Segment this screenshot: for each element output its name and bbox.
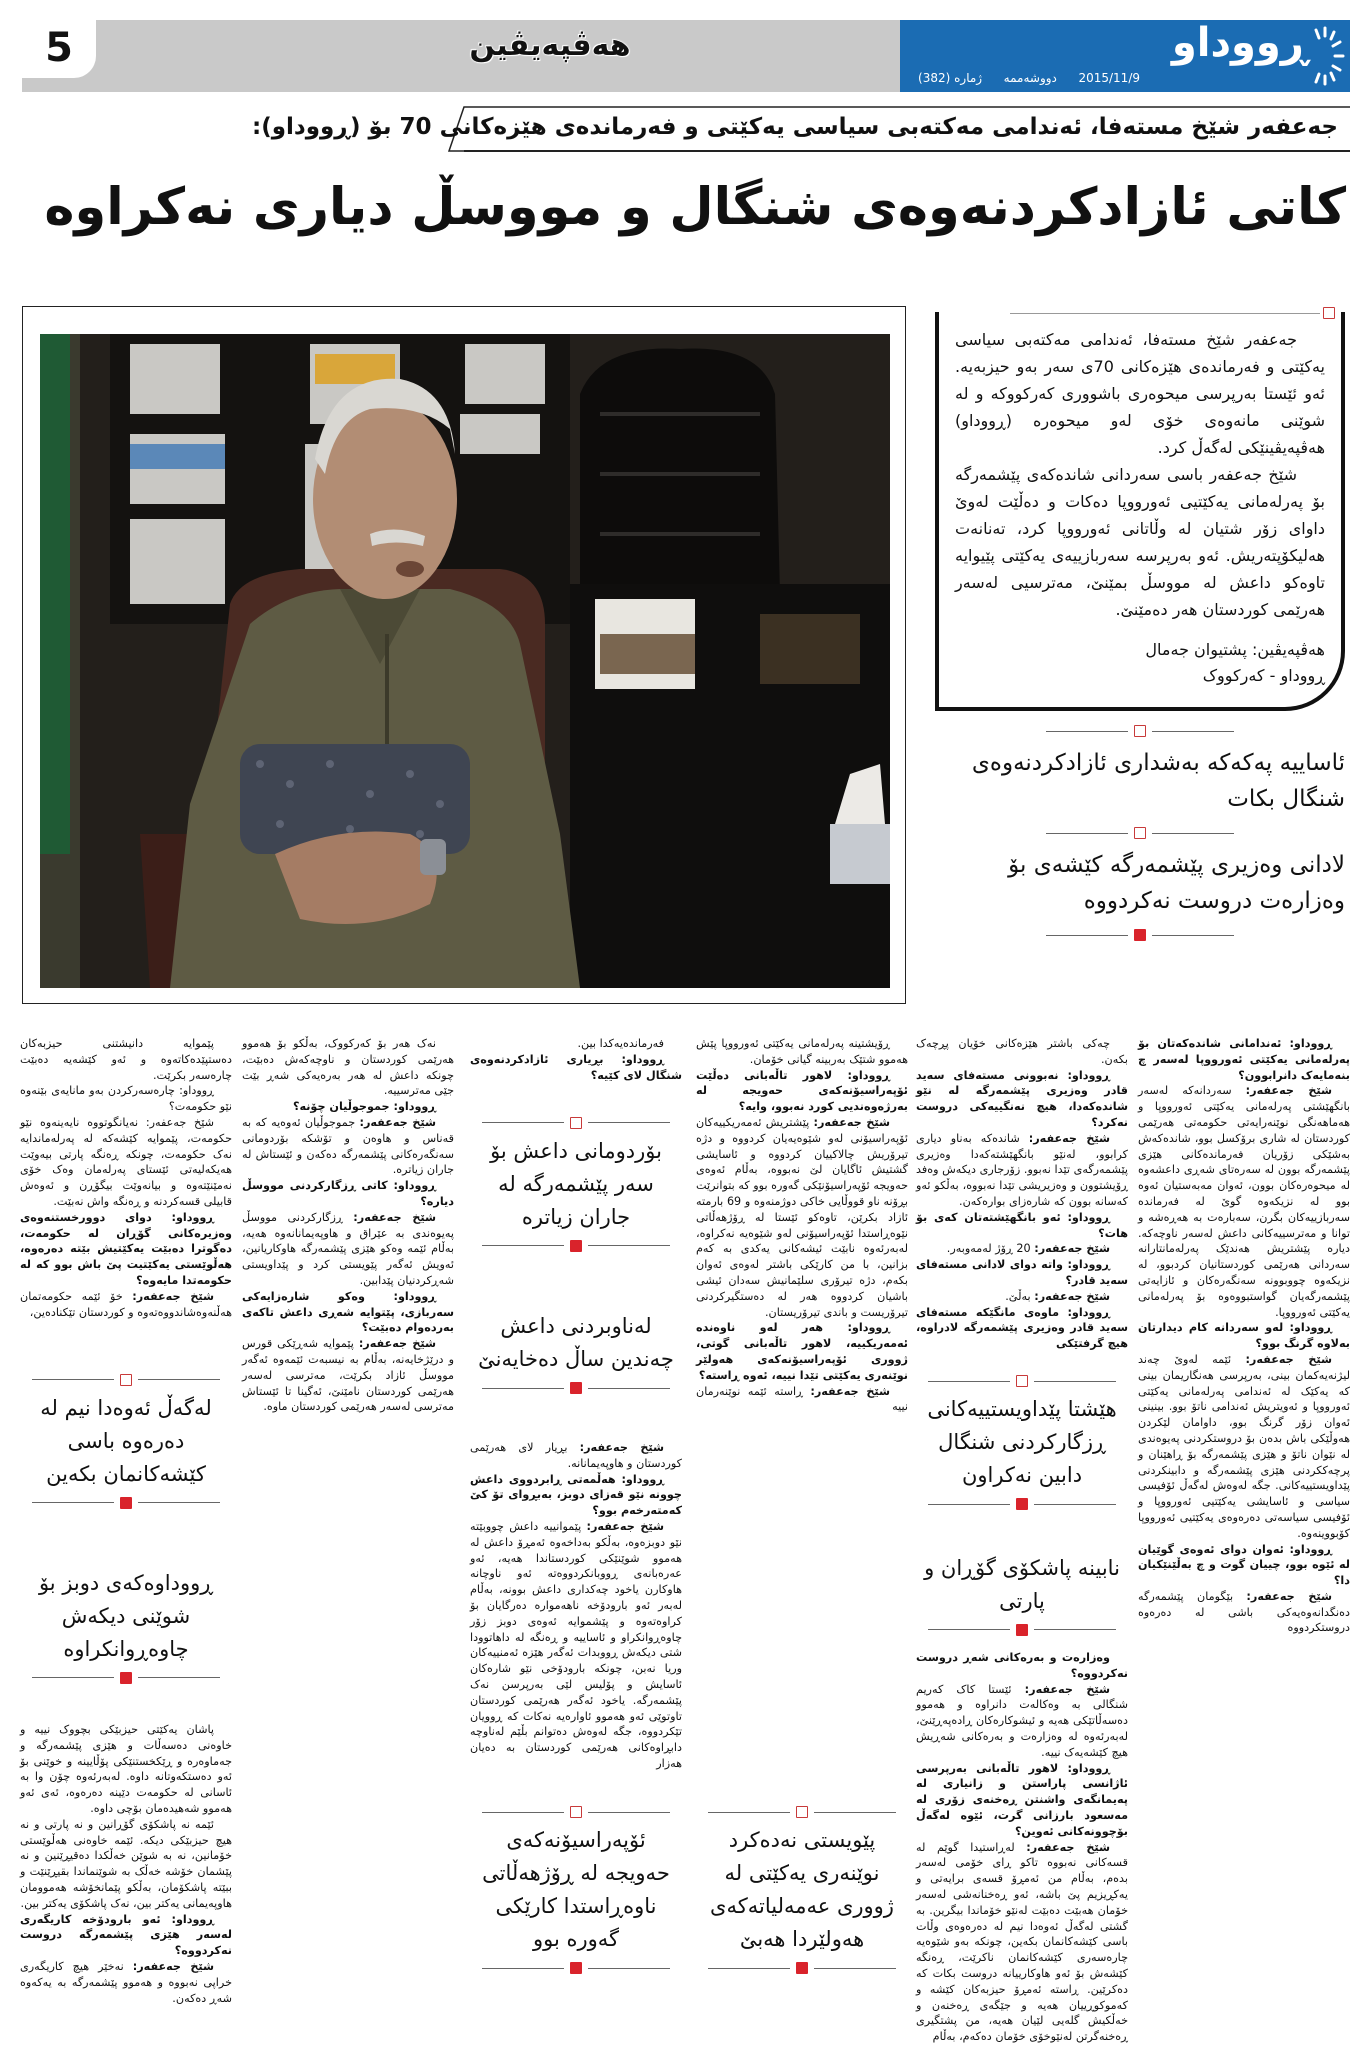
quote-divider: [696, 1804, 908, 1820]
paragraph: شێخ جەعفەر: نەیانگوتووە نایەینەوە نێو حکومەت، پێموایە کێشەکە لە پەرلەماندایە نەک حکومەت، چونکە ڕەنگە پارتی بیەوێت هەیکەلیەتی ئێستای پەرلەمان وەک خۆی نەمێنێتەوە و بیانەوێت بیگۆڕن و ئەوەش قابیلی قسەکردنە و ڕەنگە واش نەبێت.: [20, 1115, 232, 1208]
answer-text: پێموانییە داعش چووبێتە نێو دوبزەوە، بەڵکو بەداخەوە ئەمڕۆ داعش لە هەموو شوێنێکی کوردستاندا هەیە، ئەو عەرەبانەی ڕووبانکردووەتە ئەو ناوچانە هاوکارن یاخود چەکداری داعش بوونە، بەڵام لەبەر ئەو بارودۆخە ناهەموارە دەرگایان بۆ کراوەتەوە و پێشموایە ئەوەی دوبز زۆر چاوەڕوانکراو و ئاساییە و ڕەنگە لە داهاتوودا شتی دیکەش ڕووبدات ئەگەر هێزە ئەمنییەکان وریا نەبن، چونکە بارودۆخی نێو شارەکان ئاسایش و پۆلیس لێی بەرپرسن نەک پێشمەرگە. یاخود ئەگەر هەرێمی کوردستان تاوتوێی ئەو هەموو ئاوارەیە نەکات کە ڕوویان تێکردووە، جگە لەوەش دەتوانم بڵێم لەناوچە دابڕاوەکانی هەرێمی کوردستان بە دەیان هەزار: [470, 1519, 682, 1770]
pull-quote: ڕووداوەکەی دوبز بۆ شوێنی دیکەش چاوەڕوانکراوە: [38, 1570, 214, 1661]
paragraph: چەکی باشتر هێزەکانی خۆیان پڕچەک بکەن.: [916, 1037, 1128, 1066]
quote-divider: [935, 927, 1345, 943]
answer-text: شاندەکە بەناو دیاری کرابوو، لەنێو بانگهێشتەکەدا وەزیری پێشمەرگەی تێدا نەبوو. زۆرجاری دیکەش وەفد ڕۆیشتوون و وەزیریشی تێدا نەبووە، بەڵکو ئەو کەسانە بوون کە شارەزای بوارەکەن.: [916, 1131, 1128, 1208]
pull-quote-block: [20, 1528, 232, 1720]
speaker-label: شێخ جەعفەر:: [810, 1384, 890, 1398]
pull-quote: لەگەڵ ئەوەدا نیم لە دەرەوە باسی کێشەکانمان بکەین: [40, 1395, 212, 1486]
column-text: [20, 1722, 232, 2034]
interview-question: وەزارەت و بەرەکانی شەڕ دروست نەکردووە؟: [916, 1651, 1128, 1680]
pull-quote: ئاساییە پەکەکە بەشداری ئازادکردنەوەی شنگال بکات: [971, 750, 1345, 812]
interview-answer: [1138, 1083, 1350, 1320]
interview-question: ڕووداو: ئەندامانی شاندەکەتان بۆ پەرلەمانی یەکێتی ئەورووپا لەسەر چ بنەمایەک دانرابوون؟: [1138, 1037, 1350, 1082]
answer-text: ئێمە لەوێ چەند لیژنەیەکمان بینی، بەرپرسی هەنگاریمان بینی کە یەکێک لە ئەندامی پەرلەمانی یەکێتی ئەورووپا و ئەویتریش ئەندامی ناتۆ بوو. بینینی ئەوان زۆر گرنگ بوو، داوامان لێکردن هەوڵێکی باش بدەن بۆ دروستکردنی پەیوەندی لە نێوان ناتۆ و هێزی پێشمەرگە بۆ ڕاهێنان و پرچەککردنی هێزی پێشمەرگە و دابینکردنی پێداویستییەکانی. جگە لەوەش لەگەڵ ئۆفیسی سیاسی و ئاسایشی یەکێتیی ئەورووپا و ئۆفیسی سیاسەتی دەرەوەی یەکێتیی ئەورووپا کۆبووینەوە.: [1138, 1352, 1350, 1540]
issue-number: ژمارە (382): [918, 71, 983, 85]
pull-quote-block: [470, 1790, 682, 1990]
answer-text: نەخێر هیچ کاریگەری خراپی نەبووە و هەموو پێشمەرگە بە یەکەوە شەڕ دەکەن.: [20, 1959, 232, 2005]
speaker-label: شێخ جەعفەر:: [1024, 1682, 1110, 1696]
pull-quote-block: [470, 1104, 682, 1264]
interview-question: ڕووداو: ئەوان دوای ئەوەی گوێیان لە ئێوە بوو، چییان گوت و چ بەڵێنێکیان دا؟: [1138, 1542, 1350, 1588]
answer-text: پێموایە شەڕێکی قورس و درێژخایەنە، بەڵام بە نیسبەت ئێمەوە ئەگەر مووسڵ ئازاد بکرێت، مەترسی لەسەر هەرێمی کوردستان نامێنێ، ئەگینا تا ئێستاش مەترسی لەسەر هەرێمی کوردستان ماوە.: [242, 1337, 454, 1414]
interview-question: ڕووداو: ئەو بانگهێشتەتان کەی بۆ هات؟: [916, 1210, 1128, 1240]
pull-quote: هێشتا پێداویستییەکانی ڕزگارکردنی شنگال دابین نەکراون: [927, 1397, 1117, 1487]
filled-square-marker-icon: [570, 1382, 582, 1394]
answer-text: بێگومان پێشمەرگە دەنگدانەوەیەکی باشی لە دەرەوە دروستکردووە: [1138, 1589, 1350, 1635]
answer-text: بەڵێ.: [1005, 1289, 1031, 1303]
weekday: دووشەممە: [1003, 71, 1057, 85]
issue-date: 2015/11/9: [1078, 71, 1140, 85]
interview-answer: [470, 1440, 682, 1472]
filled-square-marker-icon: [120, 1672, 132, 1684]
right-column: [935, 306, 1345, 943]
interview-answer: [242, 1336, 454, 1415]
interview-question: ڕووداو: ماوەی مانگێکە مستەفای سەید قادر وەزیری پێشمەرگە لادراوە، هیچ گرفتێکی: [916, 1305, 1128, 1351]
interview-answer: [696, 1384, 908, 1416]
interview-question: ڕووداو: لەو سەردانە کام دیدارتان بەلاوە گرنگ بوو؟: [1138, 1321, 1350, 1351]
speaker-label: شێخ جەعفەر:: [586, 1519, 664, 1533]
interview-question: ڕووداو: لاهور تاڵەبانی بەرپرسی ئاژانسی پاراستن و زانیاری لە پەیمانگەی واشنتن ڕەخنەی زۆری لە مەسعود بارزانی گرت، ئێوە لەگەڵ بۆچوونەکانی ئەوین؟: [916, 1761, 1128, 1838]
interview-question: ڕووداو: دوای دوورخستنەوەی وەزیرەکانی گۆڕان لە حکومەت، دەگوترا دەبێت یەکێتیش بێتە دەرەوە، هەڵوێستی یەکێتیت پێ باش بوو کە لە حکومەتدا مایەوە؟: [20, 1210, 232, 1287]
interviewer-credit: هەڤپەیڤین: پشتیوان جەمال: [1145, 640, 1325, 659]
square-marker-icon: [570, 1806, 582, 1818]
answer-text: خۆ ئێمە حکومەتمان هەڵنەوەشاندووەتەوە و کوردستان تێکنادەین،: [20, 1289, 232, 1319]
interview-question: ڕووداو: کاتی ڕزگارکردنی مووسڵ دیارە؟: [242, 1179, 454, 1208]
column-text: [696, 1036, 908, 1788]
speaker-label: شێخ جەعفەر:: [353, 1210, 436, 1224]
logo-burst-icon: [1310, 24, 1346, 88]
intro-section: [935, 306, 1345, 711]
answer-text: جموجوڵیان ئەوەیە کە بە قەناس و هاوەن و تۆشکە بۆردومانی سەنگەرەکانی پێشمەرگە دەکەن و ئێستاش لە جاران زیاترە.: [242, 1115, 454, 1177]
interview-answer: [916, 1289, 1128, 1305]
filled-square-marker-icon: [570, 1962, 582, 1974]
pull-quote: بۆردومانی داعش بۆ سەر پێشمەرگە لە جاران زیاترە: [490, 1138, 662, 1229]
interview-answer: [916, 1241, 1128, 1257]
interview-answer: [20, 1289, 232, 1321]
speaker-label: شێخ جەعفەر:: [1034, 1242, 1110, 1256]
column-text: [916, 1650, 1128, 2044]
intro-box: [935, 312, 1345, 711]
interview-question: ڕووداو: وەکو شارەزایەکی سەربازی، پێتوایە شەڕی داعش تاکەی بەردەوام دەبێت؟: [242, 1289, 454, 1335]
speaker-label: شێخ جەعفەر:: [359, 1115, 436, 1129]
pull-quote-block: [470, 1266, 682, 1436]
column-text: [470, 1440, 682, 1782]
interview-answer: [20, 1817, 232, 1912]
headline: کاتی ئازادکردنەوەی شنگال و مووسڵ دیاری نەکراوە: [44, 178, 1346, 237]
interview-question: ڕووداو: بڕیاری ئازادکردنەوەی شنگال لای کێیە؟: [470, 1052, 682, 1082]
intro-paragraph: شێخ جەعفەر باسی سەردانی شاندەکەی پێشمەرگە بۆ پەرلەمانی یەکێتیی ئەورووپا دەکات و دەڵێت لەوێ داوای زۆر شتیان لە وڵاتانی ئەورووپا کرد، تەنانەت هەلیکۆپتەریش. ئەو بەرپرسە سەربازییەی یەکێتی پێیوایە تاوەکو داعش لە مووسڵ بمێنێ، مەترسیی لەسەر هەرێمی کوردستان هەر دەمێنێ.: [955, 465, 1325, 619]
pull-quote-block: [916, 1540, 1128, 1645]
intro-paragraph: جەعفەر شێخ مستەفا، ئەندامی مەکتەبی سیاسی یەکێتی و فەرماندەی هێزەکانی 70ی سەر بەو حیزبەیە. ئەو ئێستا بەرپرسی میحوەری باشووری کەرکووکە و لە شوێنی مانەوەی خۆی لەو میحوەرە (ڕووداو) هەڤپەیڤینێکی لەگەڵ کرد.: [955, 330, 1325, 457]
answer-text: پێشتریش ئەمەریکییەکان ئۆپەراسیۆنی لەو شێوەیەیان کردووە و دژە تیرۆریش چالاکییان کردووە و ئاسایشی گشتیش ئاگایان لێ نەبووە، بەڵام ئەوەی حەویجە ئۆپەراسیۆنێکی گەورە بوو کە بتوانرێت بڕۆنە ناو قووڵایی خاکی دوژمنەوە و 69 بارمتە ئازاد بکرێن، تاوەکو ئێستا لە ڕۆژهەڵاتی نێوەڕاستدا ئۆپەراسیۆنی لەو شێوەیە نەکراوە، لەبەرئەوە نابێت ئیشەکانی یەکدی بە کەم بزانین، با من کارێکی باشتر لەوەی ئەوان بکەم، دژە تیرۆری سلێمانیش سەدان ئیشی باشیان کردووە هەر لە دەستگیرکردنی تیرۆریست و باندی تیرۆریستان.: [696, 1115, 908, 1319]
quote-divider: [20, 1372, 232, 1388]
quote-divider: [935, 825, 1345, 841]
interview-question: ڕووداو: ئەو بارودۆخە کاریگەری لەسەر هێزی پێشمەرگە دروست نەکردووە؟: [20, 1912, 232, 1958]
paragraph: پێموایە دانیشتنی حیزبەکان دەستپێدەکاتەوە و ئەو کێشەیە دەبێت چارەسەر بکرێت.: [20, 1037, 232, 1082]
speaker-label: شێخ جەعفەر:: [813, 1115, 890, 1129]
quote-divider: [20, 1670, 232, 1686]
square-marker-icon: [1134, 827, 1146, 839]
interview-answer: [1138, 1352, 1350, 1542]
speaker-label: شێخ جەعفەر:: [358, 1337, 436, 1351]
square-marker-icon: [1134, 725, 1146, 737]
interview-answer: [242, 1115, 454, 1178]
answer-text: ئێستا کاک کەریم شنگالی بە وەکالەت دانراوە و هەموو دەسەڵاتێکی هەیە و ئیشوکارەکان ڕادەپەڕێنێ، لەبەرئەوە لە وەزارەت و بەرەکانی شەڕیش هیچ کێشەیەک نییە.: [916, 1682, 1128, 1759]
answer-text: بڕیار لای هەرێمی کوردستان و هاوپەیمانانە.: [470, 1441, 682, 1470]
speaker-label: شێخ جەعفەر:: [579, 1441, 664, 1454]
paragraph: نەک هەر بۆ کەرکووک، بەڵکو بۆ هەموو هەرێمی کوردستان و ناوچەکەش دەبێت، چونکە داعش لە هەر بەرەیەکی شەڕ بێت جێی مەترسییە.: [242, 1037, 454, 1098]
quote-divider: [696, 1960, 908, 1976]
intro-credit: [955, 637, 1325, 689]
paragraph: فەرماندەیەکدا بین.: [577, 1037, 664, 1050]
filled-square-marker-icon: [1134, 929, 1146, 941]
pull-quote: ئۆپەراسیۆنەکەی حەویجە لە ڕۆژهەڵاتی ناوەڕاستدا کارێکی گەورە بوو: [482, 1828, 670, 1951]
speaker-label: شێخ جەعفەر:: [132, 1289, 214, 1303]
answer-text: سەردانەکە لەسەر بانگهێشتی پەرلەمانی یەکێتی ئەورووپا و هەماهەنگی نوێنەرایەتی حکومەتی هەرێمی کوردستان لە شاری برۆکسل بوو، شاندەکەش بەشێکی زۆریان فەرماندەکانی هێزی پێشمەرگە بوون لە سەرەتای شەڕی داعشەوە لە میحوەرەکان بوون، ئەوان مەبەستیان ئەوە بوو لە نزیکەوە گوێ لە فەرماندە سەربازییەکان بگرن، سەبارەت بە هەڕەشە و توانا و مەترسییەکانی داعش لەسەر ناوچەکە. دیارە پێشتریش هەندێک پەرلەمانتارانە سەردانی هەرێمی کوردستانیان کردبوو، لە نزیکەوە چووبوونە سەنگەرەکان و ئازایەتی پێشمەرگەیان گواستبووەوە بۆ پەرلەمانی یەکێتی ئەورووپا.: [1138, 1084, 1350, 1319]
column-text: [470, 1036, 682, 1102]
quote-divider: [916, 1622, 1128, 1638]
column-text: [242, 1036, 454, 2034]
speaker-label: شێخ جەعفەر:: [1246, 1589, 1332, 1603]
pull-quote: لادانی وەزیری پێشمەرگە کێشەی بۆ وەزارەت دروست نەکردووە: [1008, 852, 1345, 914]
filled-square-marker-icon: [796, 1962, 808, 1974]
interview-question: ڕووداو: واتە دوای لادانی مستەفای سەید قادر؟: [916, 1258, 1128, 1287]
interview-question: ڕووداو: لاهور تاڵەبانی دەڵێت ئۆپەراسیۆنەکەی حەویجە لە بەرژەوەندیی کورد نەبوو، وایە؟: [696, 1068, 908, 1114]
paragraph: ڕۆیشتینە پەرلەمانی یەکێتی ئەورووپا پێش هەموو شتێک بەربینە گیانی خۆمان.: [696, 1037, 908, 1066]
speaker-label: شێخ جەعفەر:: [1245, 1352, 1332, 1366]
answer-text: ڕزگارکردنی مووسڵ پەیوەندی بە عێراق و هاوپەیمانانەوە هەیە، بەڵام ئێمە وەکو هێزی پێشمەرگە هاوکاریانین، ئەویش ئەگەر پێویستی کرد و پێداویستی شەڕکردنیان پێدابین.: [242, 1210, 454, 1287]
pull-quote: نابینە پاشکۆی گۆڕان و پارتی: [924, 1555, 1120, 1613]
quote-divider: [935, 723, 1345, 739]
interview-answer: [916, 1840, 1128, 2045]
interviewee-intro: جەعفەر شێخ مستەفا، ئەندامی مەکتەبی سیاسی یەکێتی و فەرماندەی هێزەکانی 70 بۆ (ڕووداو):: [252, 114, 1338, 140]
speaker-label: شێخ جەعفەر:: [1034, 1289, 1110, 1303]
interview-answer: [916, 1131, 1128, 1210]
rudaw-logo: ڕووداو: [1171, 20, 1308, 66]
pull-quote: لەناوبردنی داعش چەندین ساڵ دەخایەنێ: [478, 1314, 674, 1371]
interview-question: ڕووداو: هەڵمەتی ڕابردووی داعش چوونە نێو قەزای دوبز، بەبڕوای تۆ کێ کەمتەرخەم بوو؟: [470, 1472, 682, 1518]
pull-quote: پێویستی نەدەکرد نوێنەری یەکێتی لە ژووری عەمەلیاتەکەی هەولێردا هەبێ: [710, 1828, 894, 1951]
interview-answer: [916, 1682, 1128, 1761]
interview-answer: [20, 1959, 232, 2006]
square-marker-icon: [1016, 1375, 1028, 1387]
quote-divider: [916, 1373, 1128, 1389]
quote-divider: [470, 1804, 682, 1820]
interview-question: ڕووداو: نەبوونی مستەفای سەید قادر وەزیری پێشمەرگە لە نێو شاندەکەدا، هیچ نەنگییەکی دروست نەکرد؟: [916, 1068, 1128, 1129]
square-marker-icon: [570, 1117, 582, 1129]
answer-text: ڕاستە ئێمە نوێنەرمان نییە: [696, 1384, 908, 1414]
square-marker-icon: [796, 1806, 808, 1818]
quote-divider: [916, 1496, 1128, 1512]
page-number: 5: [22, 18, 96, 78]
paragraph: ڕووداو: چارەسەرکردن بەو مانایەی بێنەوە نێو حکومەت؟: [20, 1084, 232, 1114]
pull-quote-block: [916, 1345, 1128, 1540]
filled-square-marker-icon: [1016, 1498, 1028, 1510]
square-marker-icon: [120, 1374, 132, 1386]
interview-photo: [40, 334, 890, 988]
filled-square-marker-icon: [120, 1497, 132, 1509]
speaker-label: شێخ جەعفەر:: [132, 1959, 214, 1973]
quote-divider: [20, 1495, 232, 1511]
quote-divider: [470, 1960, 682, 1976]
interview-answer: [470, 1519, 682, 1772]
pull-quote-block: [696, 1790, 908, 1990]
quote-divider: [470, 1238, 682, 1254]
filled-square-marker-icon: [1016, 1624, 1028, 1636]
column-text: [20, 1036, 232, 1354]
column-text: [1138, 1036, 1350, 2034]
section-title: هەڤپەیڤین: [469, 28, 631, 63]
paragraph: پاشان یەکێتی حیزبێکی بچووک نییە و خاوەنی دەسەڵات و هێزی پێشمەرگە و جەماوەرە و ڕێکخستنێکی پۆڵایینە و خوێنی بۆ ئەو دەستکەوتانە داوە. لەبەرئەوە چۆن وا بە ئاسانی لە حکومەت دێینە دەرەوە، ئەی ئەو هەموو شەهیدەمان بۆچی داوە.: [20, 1723, 232, 1815]
interview-question: ڕووداو: جموجوڵیان چۆنە؟: [292, 1100, 436, 1114]
right-pull-quotes: [935, 723, 1345, 943]
interview-answer: [242, 1210, 454, 1289]
answer-text: لەڕاستیدا گوێم لە قسەکانی نەبووە تاکو ڕای خۆمی لەسەر بدەم، بەڵام من ئەمڕۆ قسەی برایەتی و یەکڕیزیم پێ باشە، ئەو ڕەخنانەشی لەسەر خۆمان هەبێت دەبێت لەنێو خۆماندا بیگرین. بە گشتی لەگەڵ ئەوەدا نیم لە دەرەوەی وڵات باسی کێشەکانمان بکەین، چونکە بەو شێوەیە چارەسەری کێشەکانمان ناکرێت، ڕەنگە کێشەش بۆ ئەو هاوکارییانە دروست بکات کە دەکرێین. ڕاستە ئەمڕۆ حیزبەکان کێشە و کەموکوڕییان هەیە و جێگەی ڕەخنەن و خەڵکیش گلەیی لێیان هەیە، من پشتگیری ڕەخنەگرتن لەنێوخۆی خۆمان دەکەم، بەڵام: [916, 1840, 1128, 2044]
pull-quote-block: [20, 1356, 232, 1526]
quote-divider: [470, 1115, 682, 1131]
filled-square-marker-icon: [570, 1240, 582, 1252]
interview-answer: [696, 1115, 908, 1320]
quote-divider: [470, 1380, 682, 1396]
speaker-label: شێخ جەعفەر:: [1245, 1084, 1332, 1098]
column-text: [916, 1036, 1128, 1351]
answer-text: 20 ڕۆژ لەمەوبەر.: [946, 1242, 1031, 1256]
intro-text: [955, 326, 1325, 623]
interview-question: ڕووداو: هەر لەو ناوەندە ئەمەریکییە، لاهور تاڵەبانی گوتی، ژووری ئۆپەراسیۆنەکەی هەولێر نوێنەری یەکێتی تێدا نییە، ئەوە ڕاستە؟: [696, 1321, 908, 1382]
location-credit: ڕووداو - کەرکووک: [1202, 666, 1325, 685]
answer-text: ئێمە نە پاشکۆی گۆڕانین و نە پارتی و نە هیچ حیزبێکی دیکە. ئێمە خاوەنی هەڵوێستی خۆمانین، نە بە شوێن خەڵکدا دەقیڕێنین و نە پێشمان خۆشە خەڵک بە شوێنماندا بقیڕێنێت و ببێتە پاشکۆمان، بەڵکو پێمانخۆشە هەموومان هاوپەیمانی یەکتر بین، نەک پاشکۆی یەکتر بین.: [20, 1817, 232, 1910]
issue-info: [918, 70, 1140, 86]
interviewee-banner: [252, 106, 1350, 152]
speaker-label: شێخ جەعفەر:: [1028, 1131, 1110, 1145]
speaker-label: شێخ جەعفەر:: [1026, 1840, 1110, 1854]
interview-answer: [1138, 1589, 1350, 1636]
